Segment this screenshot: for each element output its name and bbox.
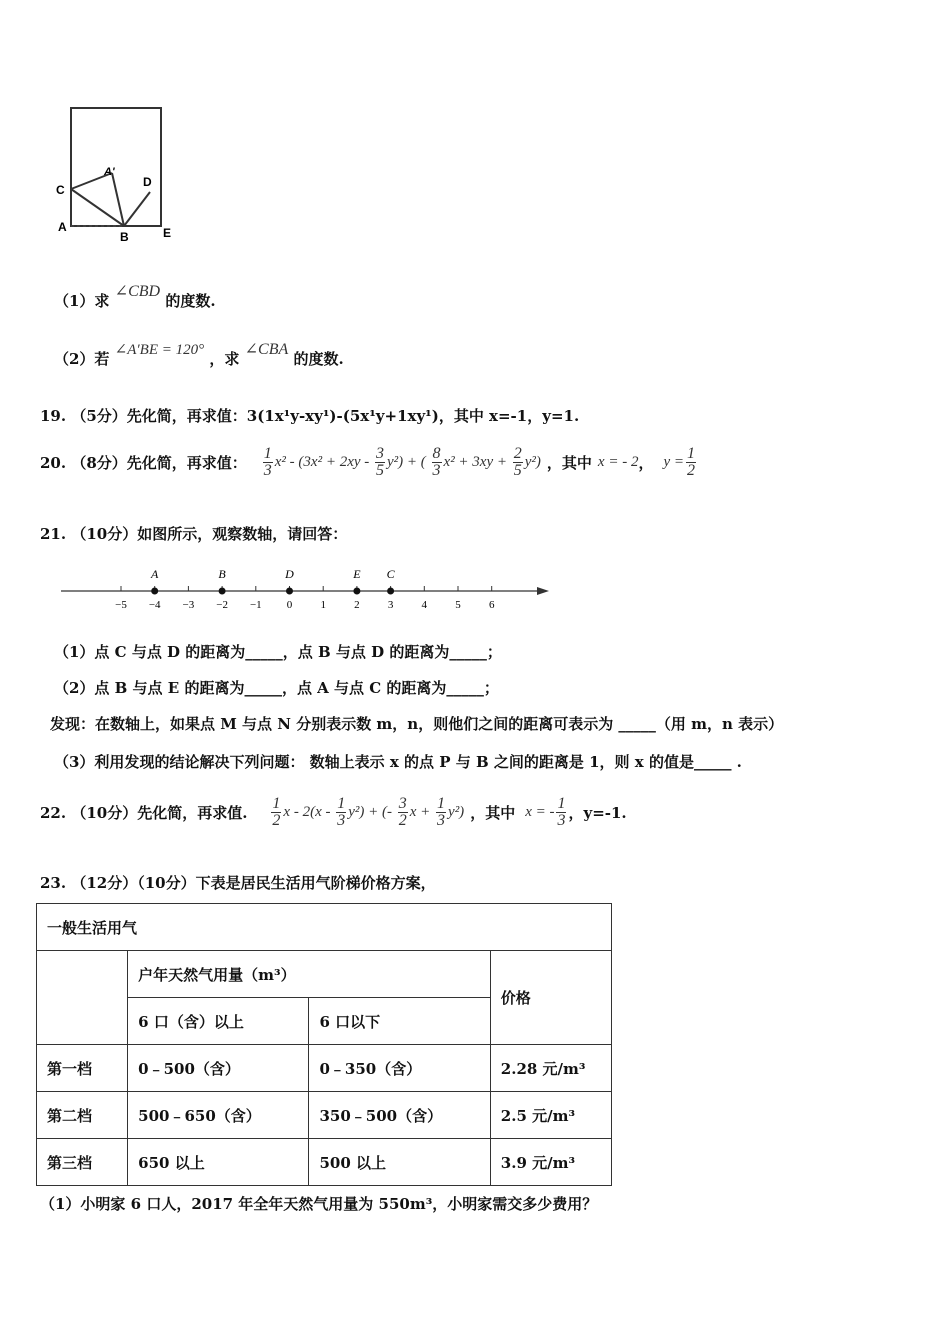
point-A — [151, 588, 158, 595]
gas-price-table — [36, 903, 612, 1186]
question-21-title: 21. （10分）如图所示，观察数轴，请回答： — [40, 525, 348, 543]
angle-CBA: ∠CBA — [244, 341, 289, 358]
point-D — [286, 588, 293, 595]
point-label-C: C — [386, 567, 395, 581]
q18-part1: （1）求 ∠CBD 的度数. — [54, 283, 216, 310]
label-D: D — [143, 175, 152, 189]
tick-label: 2 — [354, 599, 360, 611]
tick-label: −3 — [182, 599, 195, 611]
tick-label: 3 — [387, 599, 394, 611]
point-label-E: E — [353, 567, 361, 581]
table-row: 第一档 0﹣500（含） 0﹣350（含） 2.28 元/m³ — [37, 1045, 612, 1092]
question-19: 19. （5分）先化简，再求值：3(1x¹y-xy¹)-(5x¹y+1xy¹)，其中 x=-1，y=1. — [40, 407, 580, 425]
question-21-part1: （1）点 C 与点 D 的距离为_____，点 B 与点 D 的距离为_____； — [54, 643, 502, 661]
col1-header: 6 口（含）以上 — [128, 998, 309, 1045]
tick-label: −2 — [216, 599, 228, 611]
tick-label: −4 — [148, 599, 161, 611]
empty-header-cell — [37, 951, 128, 1045]
axis-arrow — [537, 587, 549, 595]
q22-expression: $\frac{1}{2}$ x - 2(x - $\frac{1}{3}$ y²) + (- $\frac{3}{2}$ x + $\frac{1}{3}$ y²) — [272, 794, 465, 829]
table-row: 第二档 500﹣650（含） 350﹣500（含） 2.5 元/m³ — [37, 1092, 612, 1139]
tick-label: 1 — [320, 599, 326, 611]
question-23-title: 23. （12分）（10分）下表是居民生活用气阶梯价格方案， — [40, 874, 436, 892]
point-C — [387, 588, 394, 595]
line-BD — [124, 192, 150, 226]
point-label-B: B — [218, 567, 226, 581]
label-C: C — [56, 183, 65, 197]
col-group-header: 户年天然气用量（m³） — [128, 951, 491, 998]
question-20: 20. （8分）先化简，再求值： $\frac{1}{3}$ x² - (3x² + 2xy - $\frac{3}{5}$ y²) + ( $\frac{8}{3}$ x² + 3xy + $\frac{2}{5}$ y²) ，其中 x = - 2 ， y = $\frac{1}{2}$ — [40, 444, 695, 479]
col2-header: 6 口以下 — [309, 998, 490, 1045]
question-22: 22. （10分）先化简，再求值. $\frac{1}{2}$ x - 2(x - $\frac{1}{3}$ y²) + (- $\frac{3}{2}$ x + $\frac{1}{3}$ y²) ，其中 x = - $\frac{1}{3}$ ，y=-1. — [40, 794, 627, 829]
geometry-figure — [40, 100, 190, 250]
question-23-part1: （1）小明家 6 口人，2017 年全年天然气用量为 550m³，小明家需交多少费用？ — [40, 1195, 598, 1213]
label-B: B — [120, 230, 129, 244]
tick-label: 4 — [421, 599, 428, 611]
question-21-part2: （2）点 B 与点 E 的距离为_____，点 A 与点 C 的距离为_____； — [54, 679, 499, 697]
label-E: E — [163, 226, 172, 240]
point-label-A: A — [151, 567, 159, 581]
label-A-prime: A' — [104, 166, 115, 178]
q18-part2: （2）若 ∠A′BE = 120° ，求 ∠CBA 的度数. — [54, 341, 344, 368]
table-row: 第三档 650 以上 500 以上 3.9 元/m³ — [37, 1139, 612, 1186]
point-B — [219, 588, 226, 595]
tick-label: −5 — [115, 599, 127, 611]
label-A: A — [58, 220, 67, 234]
table-caption: 一般生活用气 — [37, 904, 612, 951]
price-header: 价格 — [490, 951, 611, 1045]
question-21-discovery: 发现：在数轴上，如果点 M 与点 N 分别表示数 m，n，则他们之间的距离可表示为 _____（用 m，n 表示） — [50, 715, 784, 733]
number-line — [55, 560, 555, 615]
question-21-part3: （3）利用发现的结论解决下列问题： 数轴上表示 x 的点 P 与 B 之间的距离是 1，则 x 的值是_____ . — [54, 753, 742, 771]
tick-label: 6 — [488, 599, 495, 611]
rectangle-outline — [71, 108, 161, 226]
tick-label: −1 — [249, 599, 262, 611]
q20-expression: $\frac{1}{3}$ x² - (3x² + 2xy - $\frac{3}{5}$ y²) + ( $\frac{8}{3}$ x² + 3xy + $\frac{2}{5}$ y²) — [263, 444, 541, 479]
angle-expr: ∠A′BE = 120° — [114, 342, 205, 358]
tick-label: 0 — [286, 599, 293, 611]
point-E — [353, 588, 360, 595]
point-label-D: D — [285, 567, 294, 581]
tick-label: 5 — [455, 599, 461, 611]
angle-CBD: ∠CBD — [114, 283, 161, 300]
